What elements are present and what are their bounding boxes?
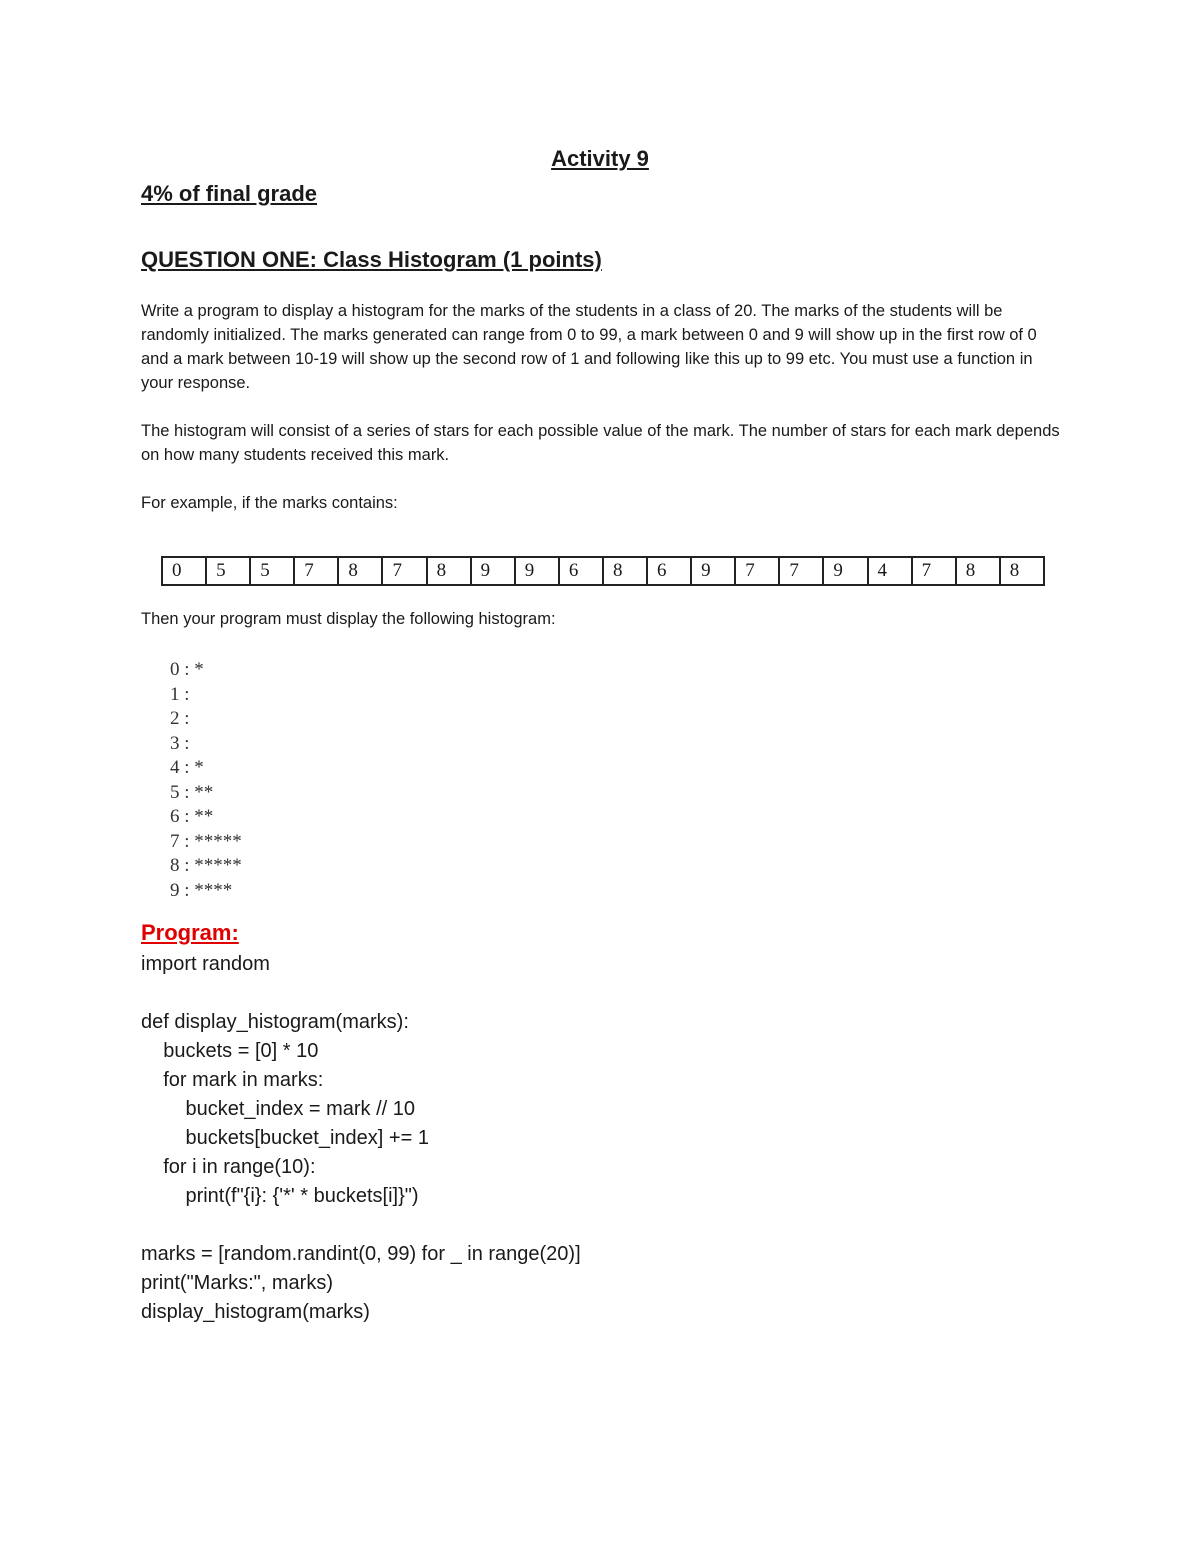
mark-cell: 7 bbox=[912, 557, 956, 585]
mark-cell: 6 bbox=[647, 557, 691, 585]
histogram-intro-paragraph: Then your program must display the following histogram: bbox=[141, 610, 556, 628]
mark-cell: 9 bbox=[691, 557, 735, 585]
histogram-row: 0 : * bbox=[170, 659, 204, 680]
histogram-row: 8 : ***** bbox=[170, 855, 242, 876]
code-line: buckets = [0] * 10 bbox=[141, 1040, 319, 1062]
histogram-row: 6 : ** bbox=[170, 806, 214, 827]
mark-cell: 8 bbox=[603, 557, 647, 585]
example-intro-paragraph: For example, if the marks contains: bbox=[141, 494, 398, 512]
histogram-row: 5 : ** bbox=[170, 781, 214, 803]
mark-cell: 8 bbox=[1000, 557, 1044, 585]
histogram-row: 3 : bbox=[170, 732, 190, 754]
code-line: bucket_index = mark // 10 bbox=[141, 1098, 416, 1120]
code-line: import random bbox=[141, 953, 270, 975]
code-line: marks = [random.randint(0, 99) for _ in range(20)] bbox=[141, 1243, 581, 1265]
mark-cell: 5 bbox=[250, 557, 294, 585]
mark-cell: 7 bbox=[294, 557, 338, 585]
histogram-description-paragraph: The histogram will consist of a series of stars for each possible value of the mark. The number of stars for each mark depends on how many students received this mark. bbox=[141, 422, 1060, 464]
histogram-output bbox=[170, 658, 242, 903]
histogram-row: 4 : * bbox=[170, 757, 204, 778]
mark-cell: 9 bbox=[823, 557, 867, 585]
question-heading: QUESTION ONE: Class Histogram (1 points) bbox=[141, 247, 602, 272]
mark-cell: 7 bbox=[735, 557, 779, 585]
mark-cell: 9 bbox=[471, 557, 515, 585]
mark-cell: 8 bbox=[956, 557, 1000, 585]
mark-cell: 7 bbox=[779, 557, 823, 585]
marks-row bbox=[162, 557, 1044, 585]
marks-table bbox=[161, 556, 1045, 586]
code-line: def display_histogram(marks): bbox=[141, 1011, 409, 1033]
code-line: print(f"{i}: {'*' * buckets[i]}") bbox=[141, 1185, 419, 1207]
histogram-row: 7 : ***** bbox=[170, 830, 242, 852]
program-heading: Program: bbox=[141, 920, 239, 945]
mark-cell: 0 bbox=[162, 557, 206, 585]
mark-cell: 5 bbox=[206, 557, 250, 585]
instructions-paragraph: Write a program to display a histogram for the marks of the students in a class of 20. The marks of the students will be randomly initialized. The marks generated can range from 0 to 99, a mark between 0 and 9 will show up in the first row of 0 and a mark between 10-19 will show up the second row of 1 and following like this up to 99 etc. You must use a function in your response. bbox=[141, 302, 1037, 392]
grade-weight-heading: 4% of final grade bbox=[141, 181, 318, 206]
mark-cell: 7 bbox=[382, 557, 426, 585]
code-line: for i in range(10): bbox=[141, 1156, 316, 1178]
histogram-row: 1 : bbox=[170, 683, 190, 705]
program-code bbox=[141, 950, 581, 1327]
mark-cell: 6 bbox=[559, 557, 603, 585]
histogram-row: 2 : bbox=[170, 708, 190, 729]
document-title: Activity 9 bbox=[551, 146, 649, 171]
code-line: buckets[bucket_index] += 1 bbox=[141, 1127, 429, 1149]
mark-cell: 4 bbox=[868, 557, 912, 585]
mark-cell: 8 bbox=[338, 557, 382, 585]
code-line: for mark in marks: bbox=[141, 1069, 324, 1091]
mark-cell: 9 bbox=[515, 557, 559, 585]
code-line bbox=[141, 1211, 581, 1240]
mark-cell: 8 bbox=[427, 557, 471, 585]
code-line bbox=[141, 979, 581, 1008]
code-line: display_histogram(marks) bbox=[141, 1301, 370, 1323]
histogram-row: 9 : **** bbox=[170, 879, 233, 901]
code-line: print("Marks:", marks) bbox=[141, 1272, 333, 1294]
